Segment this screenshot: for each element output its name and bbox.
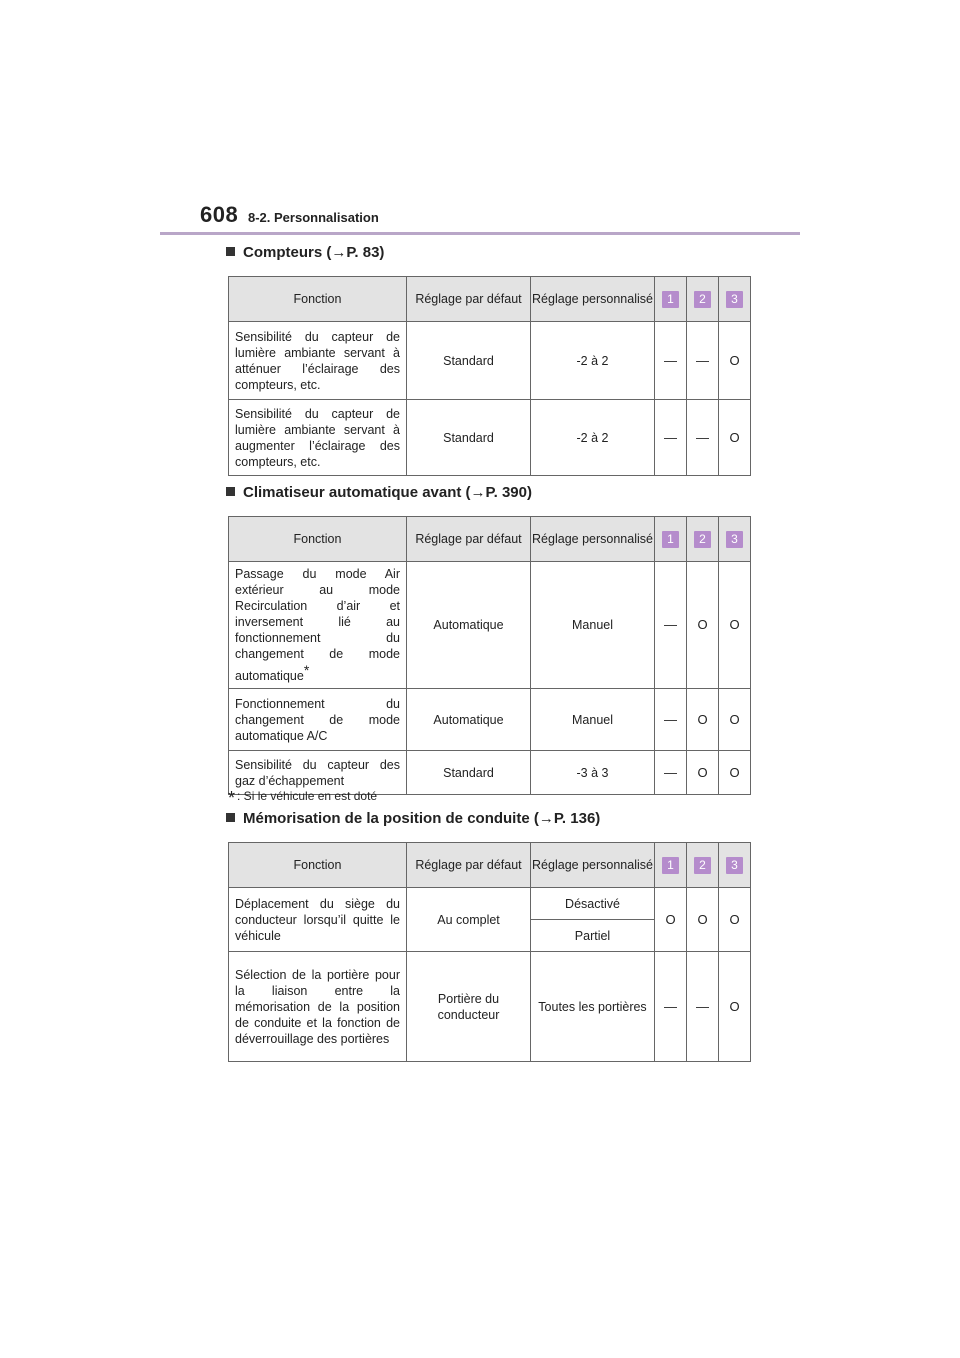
- cell-defaut: Standard: [407, 322, 531, 400]
- cell-perso: Manuel: [531, 562, 655, 689]
- header-defaut: Réglage par défaut: [407, 843, 531, 888]
- header-fonction: Fonction: [229, 277, 407, 322]
- table-climatiseur: [228, 516, 751, 795]
- table-row: [229, 888, 751, 920]
- header-col2: [687, 843, 719, 888]
- cell-defaut: Automatique: [407, 562, 531, 689]
- table-memorisation: [228, 842, 751, 1062]
- header-col2: [687, 517, 719, 562]
- cell-perso: Manuel: [531, 689, 655, 751]
- cell-fonction: Sensibilité du capteur des gaz d’échappement: [229, 751, 407, 795]
- cell-defaut: Automatique: [407, 689, 531, 751]
- cell-perso: Partiel: [531, 920, 655, 952]
- section-title-climatiseur: Climatiseur automatique avant (→P. 390): [226, 484, 532, 501]
- number-badge-icon: 3: [726, 857, 743, 874]
- cell-col1: —: [655, 562, 687, 689]
- cell-fonction: Fonctionnement du changement de mode automatique A/C: [229, 689, 407, 751]
- cell-col1: —: [655, 400, 687, 476]
- footnote-marker: *: [303, 662, 310, 678]
- cell-col1: —: [655, 689, 687, 751]
- cell-col1: —: [655, 751, 687, 795]
- section-title-memorisation: Mémorisation de la position de conduite (→P. 136): [226, 810, 600, 827]
- number-badge-icon: 1: [662, 857, 679, 874]
- number-badge-icon: 1: [662, 291, 679, 308]
- cell-col2: O: [687, 751, 719, 795]
- cell-defaut: Standard: [407, 751, 531, 795]
- cell-fonction: Sensibilité du capteur de lumière ambiante servant à augmenter l’éclairage des compteurs, etc.: [229, 400, 407, 476]
- cell-col2: O: [687, 689, 719, 751]
- header-fonction: Fonction: [229, 843, 407, 888]
- cell-defaut: Standard: [407, 400, 531, 476]
- bullet-square-icon: [226, 487, 235, 496]
- cell-col1: —: [655, 322, 687, 400]
- cell-col3: O: [719, 400, 751, 476]
- number-badge-icon: 2: [694, 531, 711, 548]
- header-col1: [655, 277, 687, 322]
- header-col3: [719, 277, 751, 322]
- page-number: 608: [200, 202, 239, 227]
- table-row: [229, 400, 751, 476]
- table-row: [229, 322, 751, 400]
- cell-perso: Toutes les portières: [531, 952, 655, 1062]
- section-title-compteurs: Compteurs (→P. 83): [226, 244, 384, 261]
- chapter-title: 8-2. Personnalisation: [248, 210, 379, 225]
- cell-perso: -2 à 2: [531, 400, 655, 476]
- cell-defaut: Portière du conducteur: [407, 952, 531, 1062]
- header-perso: Réglage personnalisé: [531, 517, 655, 562]
- table-header-row: [229, 843, 751, 888]
- cell-fonction: Sélection de la portière pour la liaison entre la mémorisation de la position de conduite et la fonction de déverrouillage des portières: [229, 952, 407, 1062]
- header-perso: Réglage personnalisé: [531, 277, 655, 322]
- bullet-square-icon: [226, 813, 235, 822]
- cell-col3: O: [719, 322, 751, 400]
- cell-fonction: Passage du mode Air extérieur au mode Recirculation d’air et inversement lié au fonctionnement du changement de mode automatique*: [229, 562, 407, 689]
- table-row: [229, 562, 751, 689]
- header-fonction: Fonction: [229, 517, 407, 562]
- cell-col2: O: [687, 888, 719, 952]
- header-perso: Réglage personnalisé: [531, 843, 655, 888]
- cell-col2: O: [687, 562, 719, 689]
- footnote: [228, 788, 377, 809]
- number-badge-icon: 3: [726, 531, 743, 548]
- header-col1: [655, 517, 687, 562]
- header-col3: [719, 517, 751, 562]
- table-compteurs: [228, 276, 751, 476]
- cell-col2: —: [687, 400, 719, 476]
- bullet-square-icon: [226, 247, 235, 256]
- cell-col1: O: [655, 888, 687, 952]
- table-row: [229, 952, 751, 1062]
- cell-col3: O: [719, 751, 751, 795]
- number-badge-icon: 3: [726, 291, 743, 308]
- header-col2: [687, 277, 719, 322]
- table-header-row: [229, 277, 751, 322]
- table-header-row: [229, 517, 751, 562]
- cell-fonction: Déplacement du siège du conducteur lorsqu’il quitte le véhicule: [229, 888, 407, 952]
- header-rule: [160, 232, 800, 235]
- header-defaut: Réglage par défaut: [407, 517, 531, 562]
- cell-col3: O: [719, 888, 751, 952]
- header-defaut: Réglage par défaut: [407, 277, 531, 322]
- footnote-text: : Si le véhicule en est doté: [237, 789, 378, 803]
- cell-col1: —: [655, 952, 687, 1062]
- cell-col2: —: [687, 952, 719, 1062]
- table-row: [229, 689, 751, 751]
- cell-col2: —: [687, 322, 719, 400]
- number-badge-icon: 1: [662, 531, 679, 548]
- cell-defaut: Au complet: [407, 888, 531, 952]
- header-col1: [655, 843, 687, 888]
- cell-fonction: Sensibilité du capteur de lumière ambiante servant à atténuer l’éclairage des compteurs, etc.: [229, 322, 407, 400]
- cell-perso: Désactivé: [531, 888, 655, 920]
- cell-col3: O: [719, 952, 751, 1062]
- cell-perso: -3 à 3: [531, 751, 655, 795]
- cell-col3: O: [719, 562, 751, 689]
- number-badge-icon: 2: [694, 857, 711, 874]
- header-col3: [719, 843, 751, 888]
- cell-perso: -2 à 2: [531, 322, 655, 400]
- footnote-star: *: [228, 788, 236, 808]
- cell-col3: O: [719, 689, 751, 751]
- number-badge-icon: 2: [694, 291, 711, 308]
